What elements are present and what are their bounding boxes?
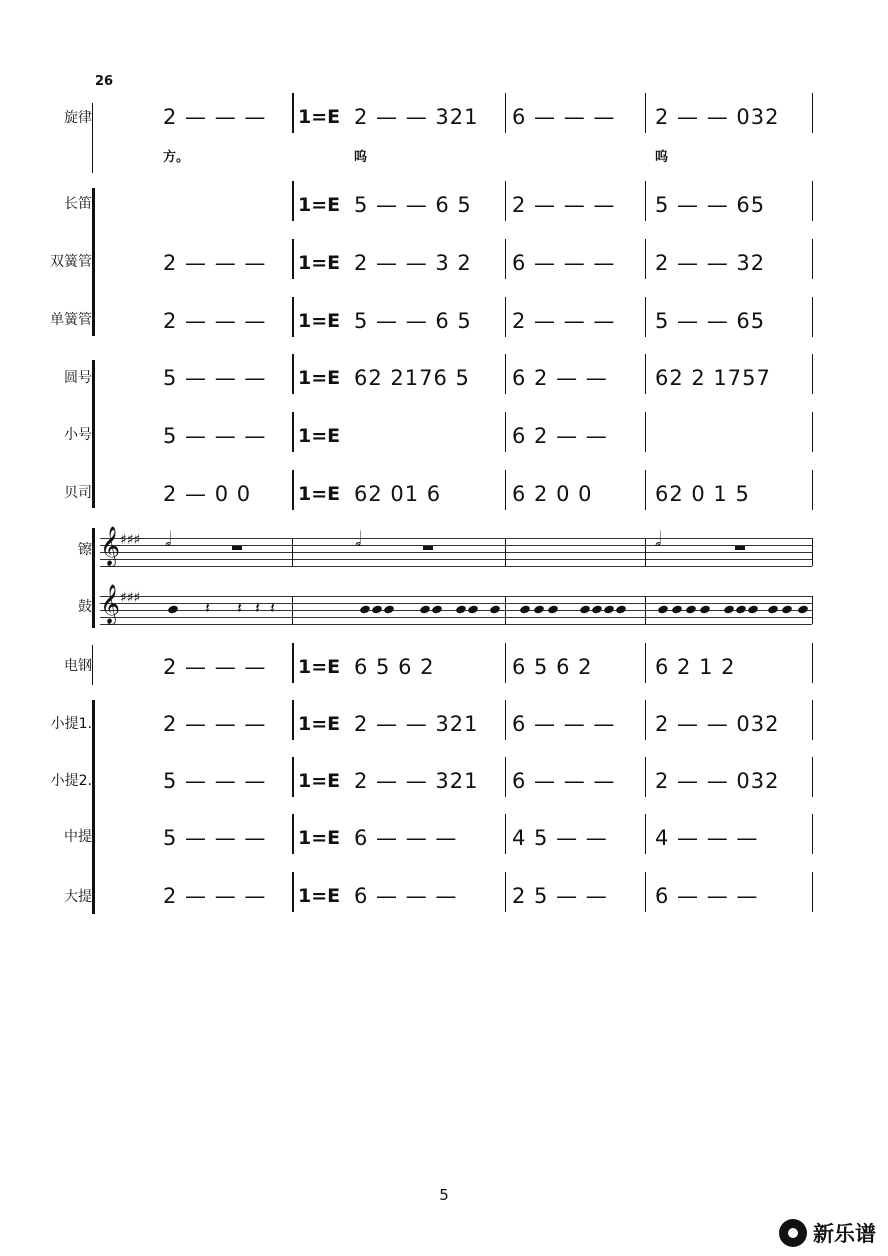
barline	[292, 643, 294, 683]
measure-epiano-2: 6 5 6 2	[354, 655, 435, 679]
barline	[812, 470, 813, 510]
measure-clarinet-1: 2 — — —	[163, 309, 267, 333]
quarter-rest-icon: 𝄽	[255, 598, 260, 617]
sharp-key-signature-icon: ♯♯♯	[120, 590, 141, 606]
measure-clarinet-2: 5 — — 6 5	[354, 309, 472, 333]
barline	[812, 181, 813, 221]
drum-note-icon	[797, 605, 809, 615]
measure-clarinet-4: 5 — — 65	[655, 309, 766, 333]
measure-melody-4: 2 — — 032	[655, 105, 780, 129]
drum-note-icon	[747, 605, 759, 615]
system-bracket-piano	[92, 645, 93, 685]
sharp-key-signature-icon: ♯♯♯	[120, 532, 141, 548]
staff-barline-cymbal	[812, 538, 813, 566]
barline	[292, 700, 294, 740]
barline	[505, 470, 506, 510]
instrument-label-violin1: 小提1.	[50, 716, 92, 732]
staff-barline-cymbal	[292, 538, 293, 566]
measure-cello-3: 2 5 — —	[512, 884, 608, 908]
barline	[505, 93, 506, 133]
measure-horn-3: 6 2 — —	[512, 366, 608, 390]
lyric-2: 呜	[354, 150, 368, 165]
drum-note-icon	[431, 605, 443, 615]
measure-cello-1: 2 — — —	[163, 884, 267, 908]
half-note-icon: 𝅗𝅥	[165, 527, 172, 551]
barline	[505, 757, 506, 797]
instrument-label-trumpet: 小号	[64, 427, 92, 443]
barline	[292, 412, 294, 452]
barline	[505, 872, 506, 912]
measure-violin2-3: 6 — — —	[512, 769, 616, 793]
barline	[292, 470, 294, 510]
barline	[812, 872, 813, 912]
drum-note-icon	[603, 605, 615, 615]
drum-note-icon	[383, 605, 395, 615]
lyric-3: 呜	[655, 150, 669, 165]
barline	[505, 297, 506, 337]
barline	[645, 757, 646, 797]
barline	[505, 700, 506, 740]
drum-note-icon	[579, 605, 591, 615]
measure-viola-4: 4 — — —	[655, 826, 759, 850]
instrument-label-clarinet: 单簧管	[50, 312, 92, 328]
instrument-label-bass: 贝司	[64, 485, 92, 501]
key-signature-clarinet: 1=E	[298, 310, 341, 332]
quarter-rest-icon: 𝄽	[270, 598, 275, 617]
measure-cello-2: 6 — — —	[354, 884, 458, 908]
lyric-1: 方。	[163, 150, 190, 165]
drum-note-icon	[371, 605, 383, 615]
measure-violin1-4: 2 — — 032	[655, 712, 780, 736]
barline	[645, 470, 646, 510]
barline	[292, 93, 294, 133]
key-signature-cello: 1=E	[298, 885, 341, 907]
quarter-rest-icon: 𝄽	[205, 598, 210, 617]
key-signature-horn: 1=E	[298, 367, 341, 389]
measure-cello-4: 6 — — —	[655, 884, 759, 908]
barline	[645, 412, 646, 452]
key-signature-bass: 1=E	[298, 483, 341, 505]
staff-barline-drum	[292, 596, 293, 624]
staff-line-drum	[100, 624, 812, 625]
barline	[812, 297, 813, 337]
half-rest-icon	[423, 546, 433, 550]
measure-violin1-2: 2 — — 321	[354, 712, 479, 736]
page-number: 5	[439, 1186, 449, 1204]
staff-line-cymbal	[100, 566, 812, 567]
instrument-label-flute: 长笛	[64, 196, 92, 212]
drum-note-icon	[735, 605, 747, 615]
measure-violin1-3: 6 — — —	[512, 712, 616, 736]
key-signature-violin1: 1=E	[298, 713, 341, 735]
key-signature-oboe: 1=E	[298, 252, 341, 274]
staff-line-drum	[100, 596, 812, 597]
measure-bass-1: 2 — 0 0	[163, 482, 252, 506]
drum-note-icon	[547, 605, 559, 615]
barline	[645, 181, 646, 221]
instrument-label-melody: 旋律	[64, 110, 92, 126]
half-note-icon: 𝅗𝅥	[655, 527, 662, 551]
barline	[812, 643, 813, 683]
measure-clarinet-3: 2 — — —	[512, 309, 616, 333]
measure-viola-1: 5 — — —	[163, 826, 267, 850]
measure-horn-1: 5 — — —	[163, 366, 267, 390]
instrument-label-oboe: 双簧管	[50, 254, 92, 270]
barline	[292, 872, 294, 912]
key-signature-trumpet: 1=E	[298, 425, 341, 447]
measure-melody-1: 2 — — —	[163, 105, 267, 129]
drum-note-icon	[615, 605, 627, 615]
measure-horn-2: 62 2176 5	[354, 366, 470, 390]
key-signature-viola: 1=E	[298, 827, 341, 849]
barline	[292, 354, 294, 394]
measure-bass-4: 62 0 1 5	[655, 482, 750, 506]
measure-flute-4: 5 — — 65	[655, 193, 766, 217]
staff-barline-drum	[645, 596, 646, 624]
barline	[292, 181, 294, 221]
instrument-label-epiano: 电钢	[64, 658, 92, 674]
instrument-label-drum: 鼓	[78, 599, 92, 615]
key-signature-violin2: 1=E	[298, 770, 341, 792]
staff-barline-drum	[505, 596, 506, 624]
system-bracket-percussion	[92, 528, 95, 628]
barline	[812, 239, 813, 279]
instrument-label-cello: 大提	[64, 889, 92, 905]
key-signature-melody: 1=E	[298, 106, 341, 128]
barline	[812, 354, 813, 394]
instrument-label-cymbal: 镲	[78, 542, 92, 558]
barline	[505, 412, 506, 452]
measure-epiano-4: 6 2 1 2	[655, 655, 736, 679]
barline	[505, 814, 506, 854]
key-signature-epiano: 1=E	[298, 656, 341, 678]
drum-note-icon	[723, 605, 735, 615]
barline	[505, 643, 506, 683]
barline	[505, 181, 506, 221]
drum-note-icon	[657, 605, 669, 615]
measure-oboe-4: 2 — — 32	[655, 251, 766, 275]
measure-violin2-4: 2 — — 032	[655, 769, 780, 793]
staff-barline-cymbal	[505, 538, 506, 566]
drum-note-icon	[533, 605, 545, 615]
instrument-label-violin2: 小提2.	[50, 773, 92, 789]
system-bracket-strings	[92, 700, 95, 914]
staff-line-cymbal	[100, 559, 812, 560]
barline	[812, 814, 813, 854]
barline	[812, 93, 813, 133]
staff-line-cymbal	[100, 538, 812, 539]
measure-violin2-1: 5 — — —	[163, 769, 267, 793]
barline	[812, 412, 813, 452]
barline	[645, 354, 646, 394]
half-rest-icon	[735, 546, 745, 550]
system-bracket-woodwinds	[92, 188, 95, 336]
measure-epiano-1: 2 — — —	[163, 655, 267, 679]
drum-note-icon	[767, 605, 779, 615]
measure-oboe-2: 2 — — 3 2	[354, 251, 472, 275]
measure-violin1-1: 2 — — —	[163, 712, 267, 736]
barline	[645, 93, 646, 133]
drum-note-icon	[455, 605, 467, 615]
barline	[292, 297, 294, 337]
measure-horn-4: 62 2 1757	[655, 366, 771, 390]
barline	[292, 757, 294, 797]
drum-note-icon	[467, 605, 479, 615]
measure-trumpet-3: 6 2 — —	[512, 424, 608, 448]
barline	[645, 814, 646, 854]
measure-oboe-3: 6 — — —	[512, 251, 616, 275]
drum-note-icon	[489, 605, 501, 615]
measure-melody-2: 2 — — 321	[354, 105, 479, 129]
measure-viola-3: 4 5 — —	[512, 826, 608, 850]
barline	[645, 700, 646, 740]
measure-melody-3: 6 — — —	[512, 105, 616, 129]
half-note-icon: 𝅗𝅥	[355, 527, 362, 551]
barline	[505, 354, 506, 394]
measure-violin2-2: 2 — — 321	[354, 769, 479, 793]
drum-note-icon	[685, 605, 697, 615]
drum-note-icon	[591, 605, 603, 615]
drum-note-icon	[419, 605, 431, 615]
drum-note-icon	[519, 605, 531, 615]
barline	[292, 239, 294, 279]
brand-name: 新乐谱	[813, 1222, 876, 1246]
measure-flute-2: 5 — — 6 5	[354, 193, 472, 217]
measure-oboe-1: 2 — — —	[163, 251, 267, 275]
barline	[645, 872, 646, 912]
instrument-label-viola: 中提	[64, 829, 92, 845]
measure-bass-2: 62 01 6	[354, 482, 442, 506]
staff-barline-cymbal	[645, 538, 646, 566]
quarter-rest-icon: 𝄽	[237, 598, 242, 617]
staff-barline-drum	[812, 596, 813, 624]
drum-note-icon	[167, 605, 179, 615]
barline	[505, 239, 506, 279]
system-bracket-brass	[92, 360, 95, 508]
measure-flute-3: 2 — — —	[512, 193, 616, 217]
treble-clef-icon: 𝄞	[100, 526, 121, 566]
drum-note-icon	[671, 605, 683, 615]
barline	[812, 757, 813, 797]
staff-line-cymbal	[100, 545, 812, 546]
drum-note-icon	[359, 605, 371, 615]
system-bracket-melody	[92, 103, 93, 173]
vinyl-record-icon	[779, 1219, 807, 1247]
barline	[645, 239, 646, 279]
drum-note-icon	[781, 605, 793, 615]
measure-viola-2: 6 — — —	[354, 826, 458, 850]
treble-clef-icon: 𝄞	[100, 584, 121, 624]
staff-line-cymbal	[100, 552, 812, 553]
measure-epiano-3: 6 5 6 2	[512, 655, 593, 679]
half-rest-icon	[232, 546, 242, 550]
brand-logo	[779, 1218, 876, 1248]
drum-note-icon	[699, 605, 711, 615]
instrument-label-horn: 圆号	[64, 370, 92, 386]
barline	[292, 814, 294, 854]
barline	[812, 700, 813, 740]
measure-number: 26	[95, 74, 114, 89]
barline	[645, 297, 646, 337]
measure-trumpet-1: 5 — — —	[163, 424, 267, 448]
measure-bass-3: 6 2 0 0	[512, 482, 593, 506]
key-signature-flute: 1=E	[298, 194, 341, 216]
barline	[645, 643, 646, 683]
